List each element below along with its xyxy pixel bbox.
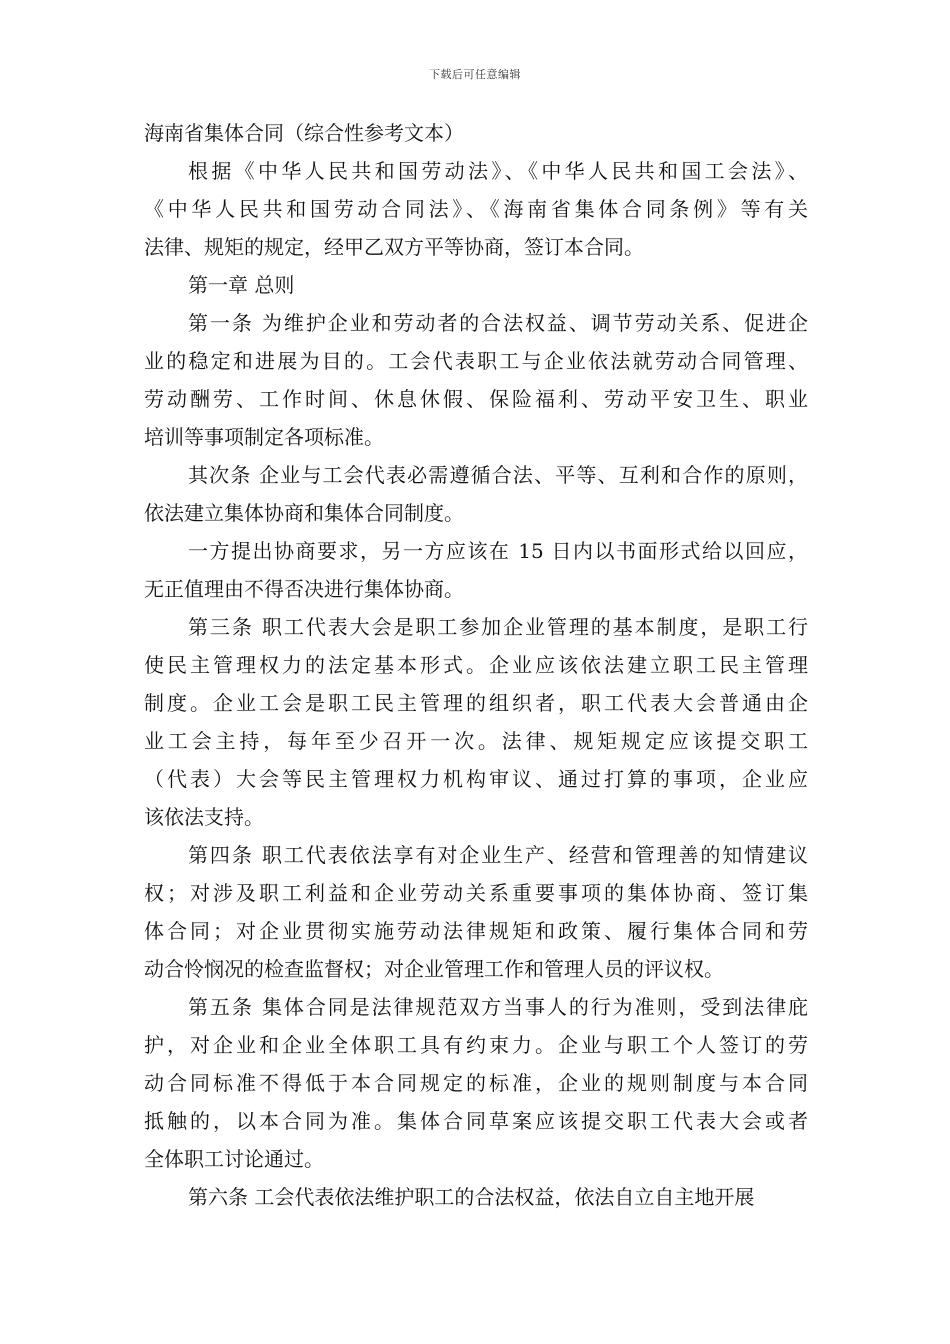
text-line: 业的稳定和进展为目的。工会代表职工与企业依法就劳动合同管理、: [144, 349, 808, 373]
paragraph: [144, 456, 808, 532]
document-title: 海南省集体合同（综合性参考文本）: [144, 121, 464, 145]
text-line: 抵触的，以本合同为准。集体合同草案应该提交职工代表大会或者: [144, 1109, 808, 1133]
text-line: 培训等事项制定各项标准。: [144, 425, 384, 449]
text-line: 第五条 集体合同是法律规范双方当事人的行为准则，受到法律庇: [188, 995, 808, 1019]
text-line: 护，对企业和企业全体职工具有约束力。企业与职工个人签订的劳: [144, 1033, 808, 1057]
text-line: 一方提出协商要求，另一方应该在 15 日内以书面形式给以回应，: [188, 539, 808, 563]
page-header-note: 下载后可任意编辑: [429, 68, 521, 81]
text-line: （代表）大会等民主管理权力机构审议、通过打算的事项，企业应: [144, 767, 808, 791]
paragraph: [144, 608, 808, 836]
text-line: 动合同标准不得低于本合同规定的标准，企业的规则制度与本合同: [144, 1071, 808, 1095]
text-line: 劳动酬劳、工作时间、休息休假、保险福利、劳动平安卫生、职业: [144, 387, 808, 411]
paragraph: [144, 152, 808, 266]
document-paragraphs: [144, 152, 808, 1216]
paragraph: [144, 266, 808, 304]
text-line: 第一条 为维护企业和劳动者的合法权益、调节劳动关系、促进企: [188, 311, 808, 335]
text-line: 《中华人民共和国劳动合同法》、《海南省集体合同条例》等有关: [144, 197, 808, 221]
text-line: 无正值理由不得否决进行集体协商。: [144, 577, 464, 601]
text-line: 第六条 工会代表依法维护职工的合法权益，依法自立自主地开展: [188, 1185, 755, 1209]
text-line: 业工会主持，每年至少召开一次。法律、规矩规定应该提交职工: [144, 729, 808, 753]
document-body: [144, 114, 808, 1216]
text-line: 体合同；对企业贯彻实施劳动法律规矩和政策、履行集体合同和劳: [144, 919, 808, 943]
text-line: 使民主管理权力的法定基本形式。企业应该依法建立职工民主管理: [144, 653, 808, 677]
paragraph: [144, 1178, 808, 1216]
text-line: 制度。企业工会是职工民主管理的组织者，职工代表大会普通由企: [144, 691, 808, 715]
text-line: 根据《中华人民共和国劳动法》、《中华人民共和国工会法》、: [188, 159, 808, 183]
text-line: 全体职工讨论通过。: [144, 1147, 324, 1171]
text-line: 第一章 总则: [188, 273, 295, 297]
paragraph: [144, 304, 808, 456]
text-line: 权；对涉及职工利益和企业劳动关系重要事项的集体协商、签订集: [144, 881, 808, 905]
text-line: 第四条 职工代表依法享有对企业生产、经营和管理善的知情建议: [188, 843, 808, 867]
paragraph: [144, 836, 808, 988]
text-line: 法律、规矩的规定，经甲乙双方平等协商，签订本合同。: [144, 235, 644, 259]
text-line: 第三条 职工代表大会是职工参加企业管理的基本制度，是职工行: [188, 615, 808, 639]
text-line: 其次条 企业与工会代表必需遵循合法、平等、互利和合作的原则，: [188, 463, 808, 487]
text-line: 依法建立集体协商和集体合同制度。: [144, 501, 464, 525]
paragraph: [144, 988, 808, 1178]
paragraph: [144, 532, 808, 608]
text-line: 该依法支持。: [144, 805, 264, 829]
text-line: 动合怜悯况的检查监督权；对企业管理工作和管理人员的评议权。: [144, 957, 724, 981]
